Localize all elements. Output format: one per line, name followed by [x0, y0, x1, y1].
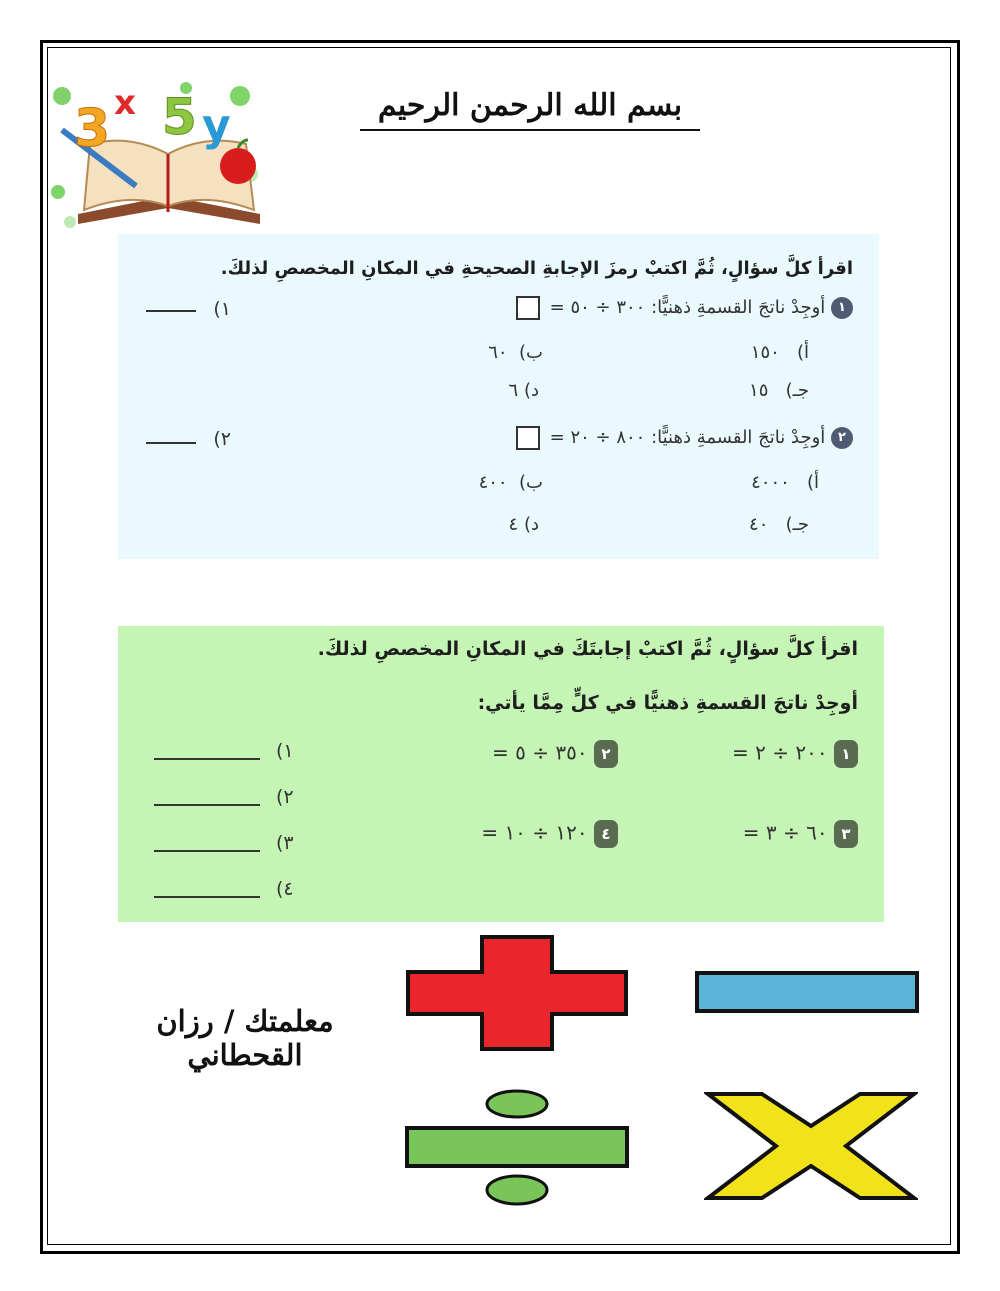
q1-option-a[interactable]: أ) ١٥٠ — [750, 342, 809, 363]
question-2-answer-box[interactable] — [516, 426, 540, 450]
question-2-prompt: أوجِدْ ناتجَ القسمةِ ذهنيًّا: ٨٠٠ ÷ ٢٠ = — [549, 427, 826, 448]
question-1 — [512, 296, 853, 320]
answer-2-label: ٢) — [213, 428, 231, 450]
problem-3-expr: ٦٠ ÷ ٣ = — [742, 820, 828, 845]
answer-label-2: ٢) — [276, 786, 294, 808]
section1-instruction: اقرأ كلَّ سؤالٍ، ثُمَّ اكتبْ رمزَ الإجابةِ الصحيحةِ في المكانِ المخصصِ لذلكَ. — [220, 258, 853, 279]
answer-label-4: ٤) — [276, 878, 294, 900]
answer-1-blank[interactable] — [146, 310, 196, 312]
divide-sign-icon — [404, 1088, 630, 1208]
answer-blank-4[interactable] — [154, 896, 260, 898]
minus-sign-icon — [694, 970, 920, 1014]
mental-division-section — [118, 626, 884, 922]
answer-blank-2[interactable] — [154, 804, 260, 806]
question-2 — [512, 426, 853, 450]
answer-blank-1[interactable] — [154, 758, 260, 760]
q2-option-a[interactable]: أ) ٤٠٠٠ — [751, 472, 819, 493]
answer-2-blank[interactable] — [146, 442, 196, 444]
logo-letter-x: x — [114, 83, 136, 123]
problem-4-badge: ٤ — [594, 820, 618, 848]
problem-4-expr: ١٢٠ ÷ ١٠ = — [481, 820, 588, 845]
problem-2-expr: ٣٥٠ ÷ ٥ = — [492, 740, 588, 765]
question-1-badge: ١ — [831, 297, 853, 319]
multiple-choice-section — [118, 234, 879, 559]
logo-letter-y: y — [202, 100, 231, 151]
problem-1-badge: ١ — [834, 740, 858, 768]
problem-2 — [492, 740, 618, 768]
problem-4 — [481, 820, 618, 848]
q2-option-d[interactable]: د) ٤ — [508, 514, 539, 535]
question-1-prompt: أوجِدْ ناتجَ القسمةِ ذهنيًّا: ٣٠٠ ÷ ٥٠ = — [549, 297, 826, 318]
q2-option-b[interactable]: ب) ٤٠٠ — [478, 472, 543, 493]
answer-blank-3[interactable] — [154, 850, 260, 852]
problem-1 — [732, 740, 858, 768]
q1-option-d[interactable]: د) ٦ — [508, 380, 539, 401]
q1-option-b[interactable]: ب) ٦٠ — [488, 342, 543, 363]
problem-3-badge: ٣ — [834, 820, 858, 848]
q2-option-c[interactable]: جـ) ٤٠ — [749, 514, 809, 535]
multiply-sign-icon — [704, 1090, 918, 1202]
question-1-answer-box[interactable] — [516, 296, 540, 320]
answer-label-1: ١) — [276, 740, 294, 762]
plus-sign-icon — [404, 934, 630, 1052]
question-2-badge: ٢ — [831, 427, 853, 449]
section2-subtitle: أوجِدْ ناتجَ القسمةِ ذهنيًّا في كلٍّ مِمَّا يأتي: — [477, 692, 858, 714]
section2-instruction: اقرأ كلَّ سؤالٍ، ثُمَّ اكتبْ إجابتَكَ في المكانِ المخصصِ لذلكَ. — [317, 638, 858, 660]
q1-option-c[interactable]: جـ) ١٥ — [749, 380, 809, 401]
problem-3 — [743, 820, 858, 848]
teacher-name: معلمتك / رزان القحطاني — [156, 1004, 334, 1072]
problem-2-badge: ٢ — [594, 740, 618, 768]
answer-1-label: ١) — [213, 298, 231, 320]
math-book-icon — [50, 74, 284, 240]
problem-1-expr: ٢٠٠ ÷ ٢ = — [732, 740, 828, 765]
answer-label-3: ٣) — [276, 832, 294, 854]
logo-digit-5: 5 — [162, 88, 197, 146]
basmala-title: بسم الله الرحمن الرحيم — [360, 88, 700, 131]
logo-digit-3: 3 — [74, 99, 111, 159]
